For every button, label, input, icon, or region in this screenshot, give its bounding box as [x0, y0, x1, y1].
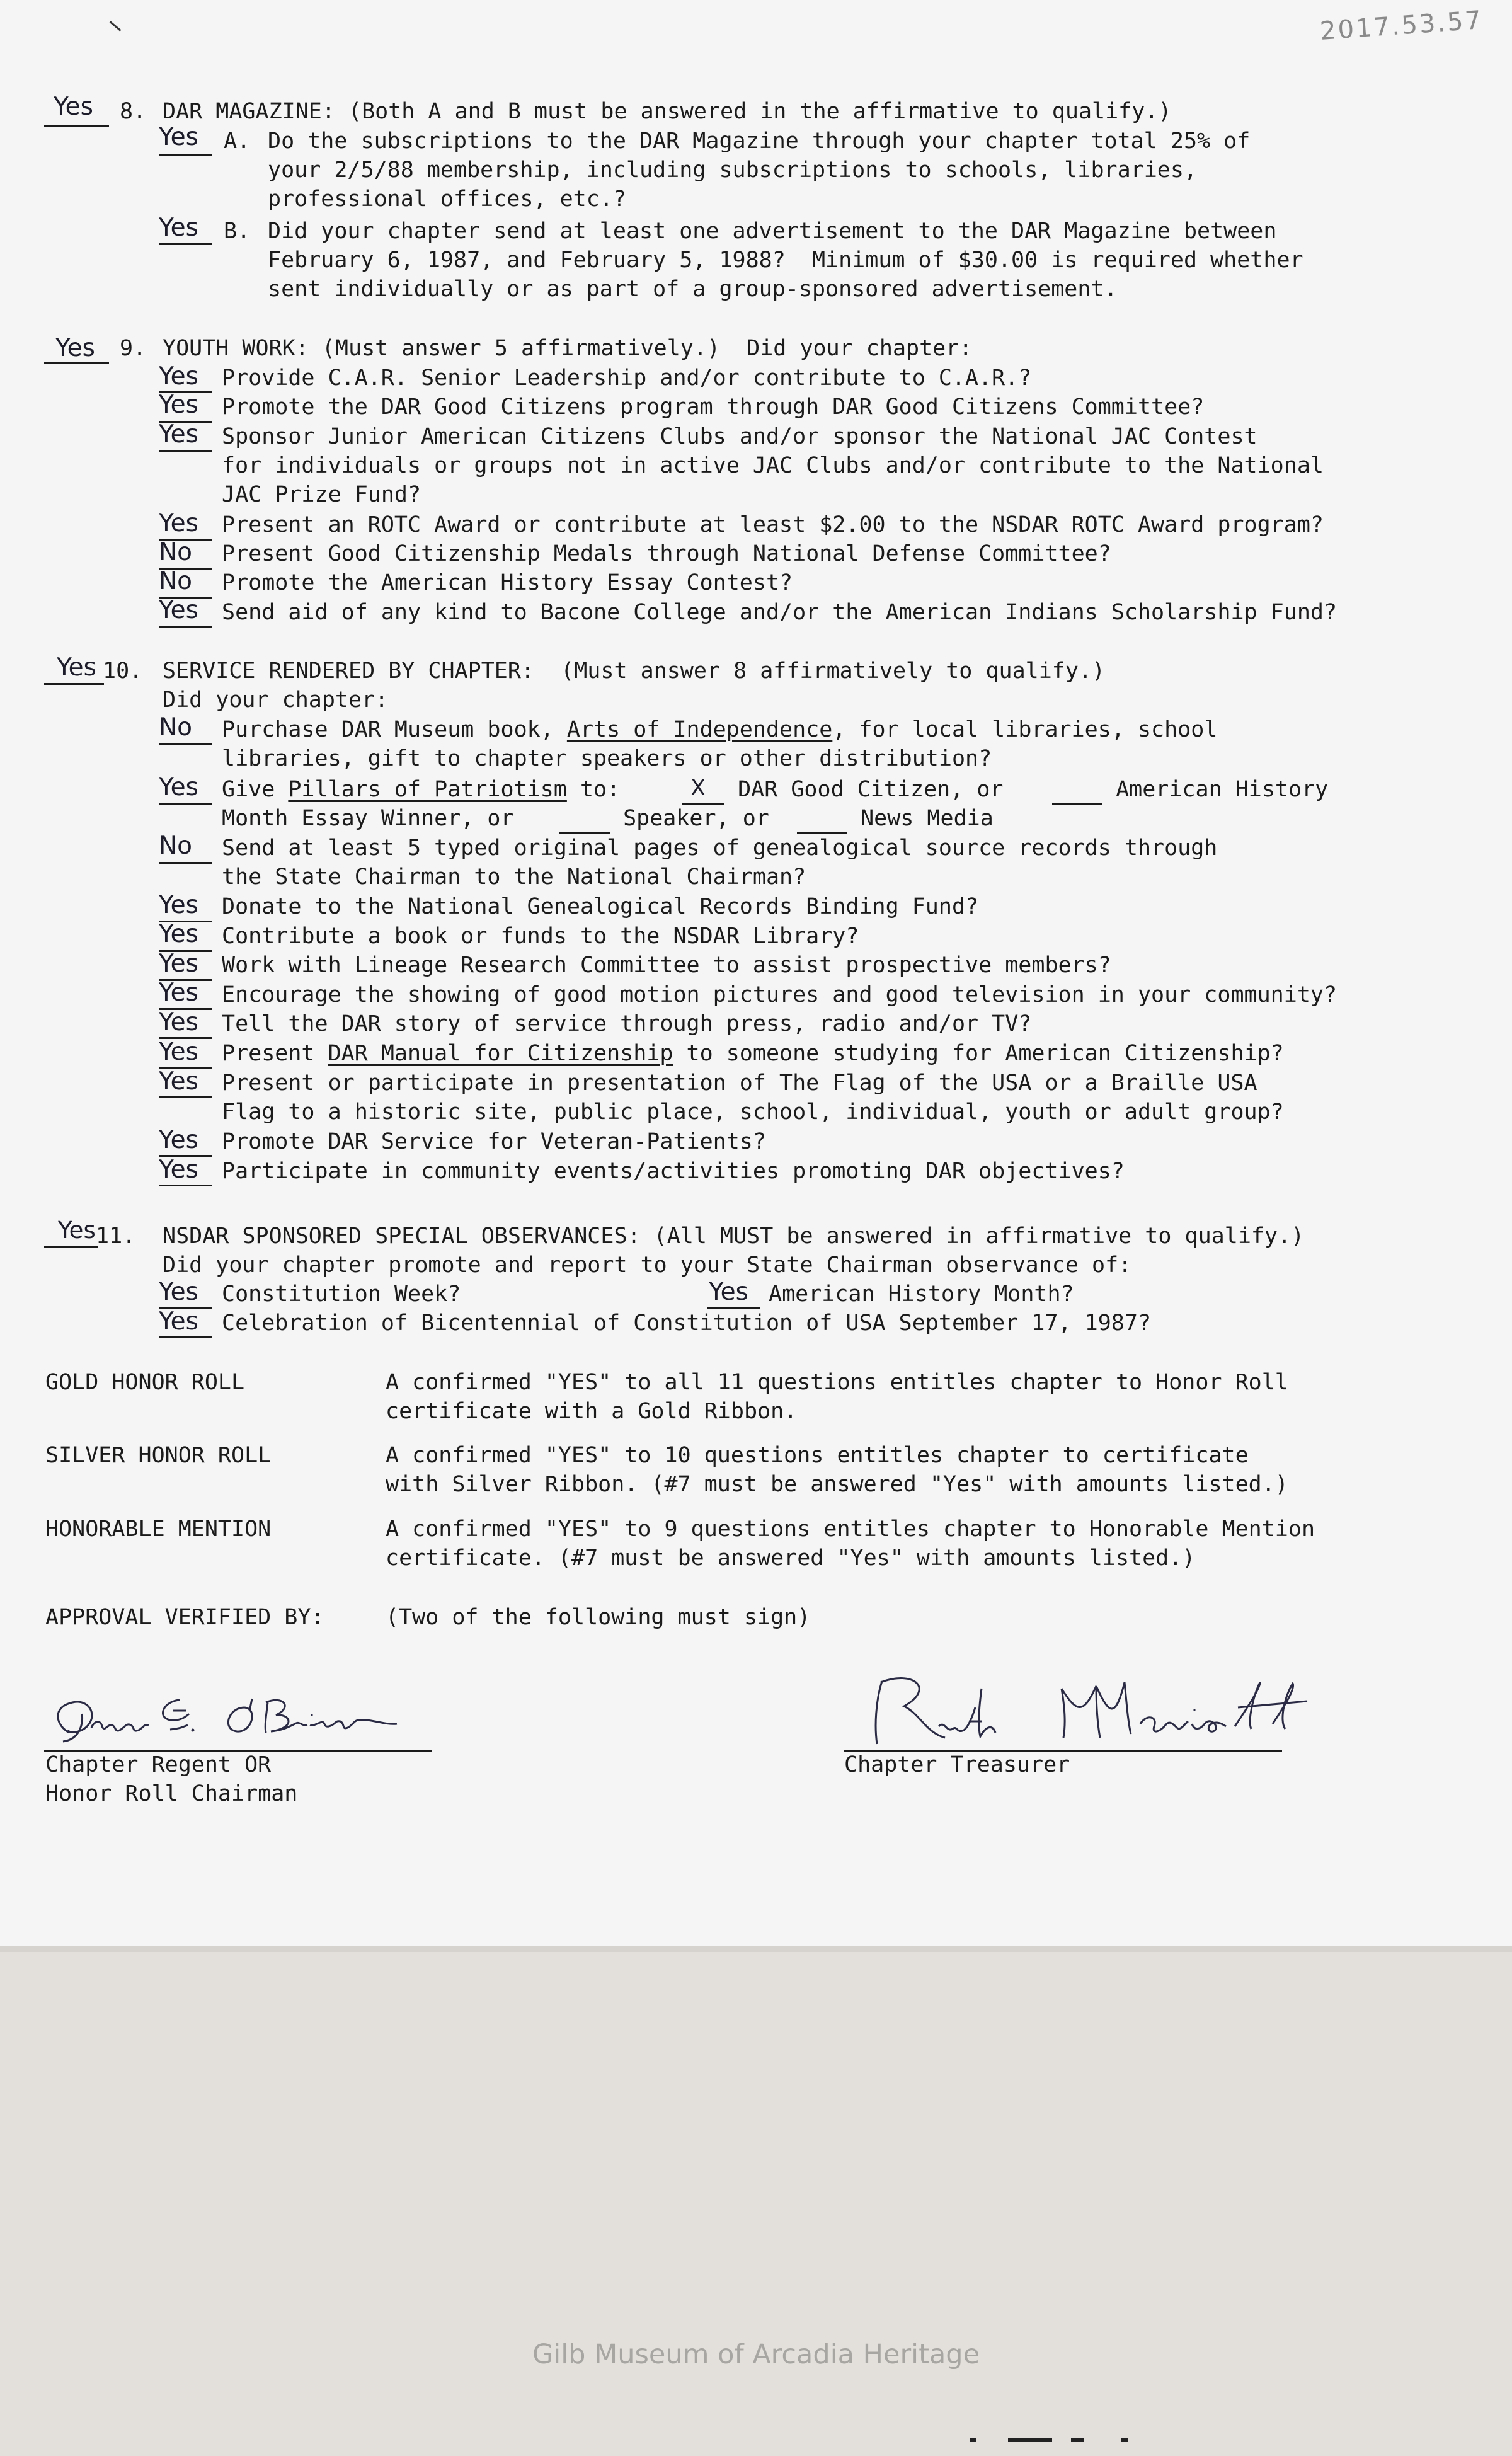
question-number: 8.	[120, 99, 147, 124]
q10-item: Promote DAR Service for Veteran-Patients?	[222, 1129, 766, 1154]
answer-line	[159, 1336, 212, 1338]
answer-line	[159, 1185, 212, 1186]
blank-line	[559, 832, 610, 834]
q10-item: Present or participate in presentation of The Flag of the USA or a Braille USA	[222, 1070, 1257, 1096]
q10-item9-post: to someone studying for American Citizenship?	[673, 1041, 1284, 1066]
honor-roll-text: A confirmed "YES" to 10 questions entitles chapter to certificate	[386, 1443, 1249, 1468]
q11-heading: NSDAR SPONSORED SPECIAL OBSERVANCES: (All MUST be answered in affirmative to qualify.)	[163, 1224, 1305, 1249]
answer-line	[159, 1096, 212, 1098]
book-title: Pillars of Patriotism	[288, 777, 567, 802]
honor-roll-text: with Silver Ribbon. (#7 must be answered "Yes" with amounts listed.)	[386, 1472, 1288, 1497]
q10-item1-pre: Purchase DAR Museum book,	[222, 717, 567, 742]
q10-item: Send at least 5 typed original pages of genealogical source records through	[222, 835, 1218, 861]
honor-roll-label: SILVER HONOR ROLL	[45, 1443, 272, 1468]
q9-item: for individuals or groups not in active JAC Clubs and/or contribute to the National	[222, 453, 1324, 478]
q11-item: Celebration of Bicentennial of Constitution of USA September 17, 1987?	[222, 1311, 1152, 1336]
q10-item: the State Chairman to the National Chairman?	[222, 864, 806, 890]
question-number: 9.	[120, 336, 147, 361]
answer-line	[159, 862, 212, 864]
q10-item: Encourage the showing of good motion pictures and good television in your community?	[222, 982, 1337, 1007]
q10-item2-mid: to:	[566, 777, 634, 802]
q10-item: Participate in community events/activities promoting DAR objectives?	[222, 1159, 1125, 1184]
regent-signature	[44, 1689, 435, 1752]
signature-graphic	[844, 1663, 1310, 1752]
q8-heading: DAR MAGAZINE: (Both A and B must be answered in the affirmative to qualify.)	[163, 99, 1172, 124]
answer-q10-3: No	[159, 832, 193, 860]
q10-item: Work with Lineage Research Committee to assist prospective members?	[222, 953, 1111, 978]
q10-item2-opt: DAR Good Citizen, or	[724, 777, 1017, 802]
approval-label: APPROVAL VERIFIED BY:	[45, 1605, 324, 1630]
answer-q11-3: Yes	[159, 1307, 198, 1336]
answer-q10-10: Yes	[159, 1067, 198, 1096]
answer-q9: Yes	[55, 334, 95, 362]
answer-q9-1: Yes	[159, 362, 198, 391]
answer-q10-8: Yes	[159, 1008, 198, 1036]
item-letter: A.	[224, 129, 251, 154]
honor-roll-text: certificate with a Gold Ribbon.	[386, 1399, 798, 1424]
answer-q9-7: Yes	[159, 596, 198, 624]
q10-item1-post: , for local libraries, school	[832, 717, 1218, 742]
scan-artifacts	[970, 2438, 1159, 2443]
honor-roll-text: A confirmed "YES" to 9 questions entitles chapter to Honorable Mention	[386, 1517, 1315, 1542]
honor-roll-text: A confirmed "YES" to all 11 questions entitles chapter to Honor Roll	[386, 1370, 1288, 1395]
pillars-choice-mark: X	[690, 776, 706, 801]
pen-mark	[110, 21, 122, 31]
answer-q10-2: Yes	[159, 773, 198, 801]
q10-item: Flag to a historic site, public place, school, individual, youth or adult group?	[222, 1099, 1284, 1125]
answer-q8: Yes	[54, 93, 93, 121]
answer-q9-6: No	[159, 567, 193, 595]
signer-title: Honor Roll Chairman	[45, 1781, 298, 1806]
blank-line	[1052, 803, 1102, 805]
q10-item2-line2: News Media	[847, 806, 994, 831]
answer-q10-5: Yes	[159, 920, 198, 948]
honor-roll-label: GOLD HONOR ROLL	[45, 1370, 245, 1395]
answer-q10-6: Yes	[159, 950, 198, 978]
q8a-line: your 2/5/88 membership, including subscriptions to schools, libraries,	[268, 158, 1198, 183]
answer-q10-4: Yes	[159, 891, 198, 919]
q11-item: American History Month?	[769, 1282, 1074, 1307]
answer-line	[159, 626, 212, 628]
answer-q11-1: Yes	[159, 1278, 198, 1306]
q8b-line: sent individually or as part of a group-sponsored advertisement.	[268, 277, 1118, 302]
answer-q11-2: Yes	[709, 1278, 748, 1306]
answer-line	[159, 743, 212, 745]
q11-item: Constitution Week?	[222, 1282, 461, 1307]
answer-q10-9: Yes	[159, 1038, 198, 1066]
answer-line	[44, 683, 104, 685]
q8b-line: February 6, 1987, and February 5, 1988? Minimum of $30.00 is required whether	[268, 248, 1303, 273]
answer-line	[44, 362, 109, 364]
answer-line	[159, 154, 212, 156]
q9-heading: YOUTH WORK: (Must answer 5 affirmatively.) Did your chapter:	[163, 336, 973, 361]
q10-item	[222, 776, 633, 803]
answer-q10: Yes	[57, 653, 96, 682]
answer-line	[159, 450, 212, 452]
q9-item: Promote the DAR Good Citizens program through DAR Good Citizens Committee?	[222, 394, 1205, 420]
q9-item: Promote the American History Essay Contest?	[222, 570, 793, 595]
q10-item2-opt: American History	[1102, 777, 1329, 802]
answer-q9-5: No	[159, 538, 193, 566]
signer-title: Chapter Regent OR	[45, 1752, 272, 1777]
q10-heading: SERVICE RENDERED BY CHAPTER: (Must answer 8 affirmatively to qualify.)	[163, 658, 1106, 684]
honor-roll-label: HONORABLE MENTION	[45, 1517, 272, 1542]
answer-line	[159, 803, 212, 805]
answer-q10-1: No	[159, 713, 193, 742]
q10-item: libraries, gift to chapter speakers or other distribution?	[222, 746, 992, 771]
q8b-line: Did your chapter send at least one advertisement to the DAR Magazine between	[268, 219, 1277, 244]
answer-line	[159, 243, 212, 245]
museum-watermark: Gilb Museum of Arcadia Heritage	[532, 2339, 980, 2370]
answer-line	[44, 125, 109, 127]
answer-q8a: Yes	[159, 123, 198, 151]
approval-note: (Two of the following must sign)	[386, 1605, 811, 1630]
answer-q9-2: Yes	[159, 391, 198, 419]
q11-subheading: Did your chapter promote and report to your State Chairman observance of:	[163, 1253, 1132, 1278]
q10-item: Contribute a book or funds to the NSDAR Library?	[222, 924, 859, 949]
book-title: DAR Manual for Citizenship	[328, 1041, 673, 1066]
answer-q10-12: Yes	[159, 1156, 198, 1184]
signature-graphic	[44, 1689, 435, 1752]
honor-roll-text: certificate. (#7 must be answered "Yes" with amounts listed.)	[386, 1546, 1196, 1571]
answer-q8b: Yes	[159, 214, 198, 242]
accession-number: 2017.53.57	[1319, 6, 1484, 46]
q9-item: JAC Prize Fund?	[222, 482, 421, 507]
q10-item: Donate to the National Genealogical Records Binding Fund?	[222, 894, 979, 919]
q10-item2-pre: Give	[222, 777, 289, 802]
q10-item9-pre: Present	[222, 1041, 328, 1066]
answer-q11: Yes	[58, 1217, 96, 1244]
q9-item: Send aid of any kind to Bacone College and/or the American Indians Scholarship Fund?	[222, 600, 1337, 625]
answer-q9-3: Yes	[159, 420, 198, 449]
q10-item: Tell the DAR story of service through press, radio and/or TV?	[222, 1011, 1032, 1036]
q9-item: Present Good Citizenship Medals through National Defense Committee?	[222, 541, 1111, 566]
book-title: Arts of Independence	[566, 717, 833, 742]
signer-title: Chapter Treasurer	[844, 1752, 1070, 1777]
question-number: 11.	[96, 1224, 136, 1249]
q9-item: Sponsor Junior American Citizens Clubs and/or sponsor the National JAC Contest	[222, 424, 1257, 449]
q9-item: Present an ROTC Award or contribute at least $2.00 to the NSDAR ROTC Award program?	[222, 512, 1324, 537]
answer-q10-11: Yes	[159, 1126, 198, 1154]
treasurer-signature	[844, 1663, 1310, 1752]
q8a-line: professional offices, etc.?	[268, 186, 626, 212]
q9-item: Provide C.A.R. Senior Leadership and/or contribute to C.A.R.?	[222, 365, 1032, 391]
answer-q9-4: Yes	[159, 509, 198, 537]
answer-q10-7: Yes	[159, 978, 198, 1007]
page-edge	[0, 1946, 1512, 1952]
question-number: 10.	[103, 658, 143, 684]
blank-line	[797, 832, 847, 834]
q10-item	[222, 1040, 1284, 1067]
q8a-line: Do the subscriptions to the DAR Magazine through your chapter total 25% of	[268, 129, 1251, 154]
q10-item2-line2: Speaker, or	[610, 806, 782, 831]
q10-item	[222, 716, 1217, 743]
q10-item2-line2: Month Essay Winner, or	[222, 806, 527, 831]
answer-line	[44, 1246, 98, 1248]
q10-subheading: Did your chapter:	[163, 687, 389, 713]
item-letter: B.	[224, 219, 251, 244]
